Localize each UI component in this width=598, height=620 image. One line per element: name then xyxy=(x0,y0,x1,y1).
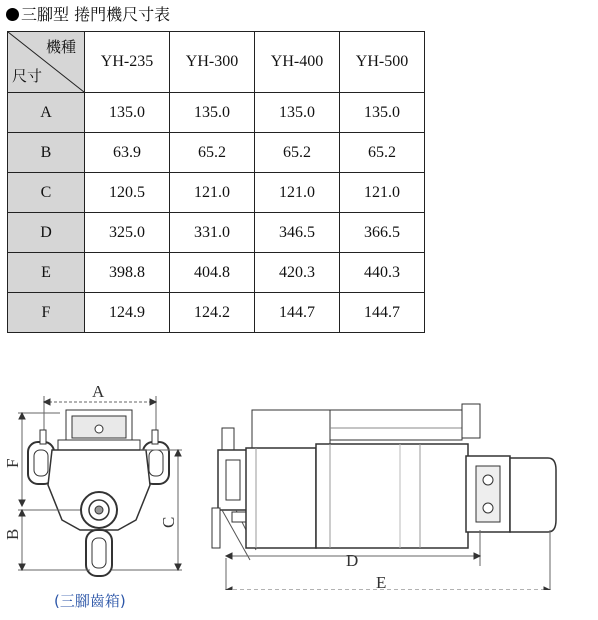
table-cell: 135.0 xyxy=(85,93,170,133)
table-cell: 404.8 xyxy=(170,253,255,293)
table-row xyxy=(8,253,425,293)
table-cell: 65.2 xyxy=(170,133,255,173)
table-cell: 420.3 xyxy=(255,253,340,293)
technical-drawing xyxy=(0,370,598,590)
page-title xyxy=(6,4,170,26)
table-cell: 135.0 xyxy=(255,93,340,133)
table-cell: 121.0 xyxy=(255,173,340,213)
dim-label-b: B xyxy=(3,528,22,540)
table-row xyxy=(8,93,425,133)
table-cell: 331.0 xyxy=(170,213,255,253)
table-header-row xyxy=(8,32,425,93)
title-text: 三腳型 捲門機尺寸表 xyxy=(21,5,171,24)
model-header: YH-300 xyxy=(170,32,255,93)
dim-label-c: C xyxy=(159,516,178,528)
table-row xyxy=(8,213,425,253)
table-cell: 121.0 xyxy=(170,173,255,213)
table-cell: 440.3 xyxy=(340,253,425,293)
table-cell: 65.2 xyxy=(340,133,425,173)
table-cell: 63.9 xyxy=(85,133,170,173)
table-cell: 346.5 xyxy=(255,213,340,253)
table-cell: 135.0 xyxy=(170,93,255,133)
model-header: YH-400 xyxy=(255,32,340,93)
dim-label-d: D xyxy=(346,551,359,570)
row-label: A xyxy=(8,93,85,133)
side-view xyxy=(212,404,556,590)
drawing-caption: (三腳齒箱) xyxy=(54,592,126,610)
table-cell: 124.2 xyxy=(170,293,255,333)
dim-label-a: A xyxy=(92,382,105,401)
table-cell: 366.5 xyxy=(340,213,425,253)
table-cell: 398.8 xyxy=(85,253,170,293)
row-label: C xyxy=(8,173,85,213)
model-header: YH-235 xyxy=(85,32,170,93)
table-row xyxy=(8,133,425,173)
table-cell: 65.2 xyxy=(255,133,340,173)
table-cell: 135.0 xyxy=(340,93,425,133)
row-label: F xyxy=(8,293,85,333)
corner-dimension-label: 尺寸 xyxy=(12,67,43,85)
model-header: YH-500 xyxy=(340,32,425,93)
table-cell: 121.0 xyxy=(340,173,425,213)
table-cell: 144.7 xyxy=(255,293,340,333)
dim-label-f: F xyxy=(3,458,22,468)
corner-model-label: 機種 xyxy=(45,38,76,56)
table-cell: 120.5 xyxy=(85,173,170,213)
table-cell: 124.9 xyxy=(85,293,170,333)
row-label: E xyxy=(8,253,85,293)
row-label: D xyxy=(8,213,85,253)
dim-label-e: E xyxy=(376,573,387,590)
dimension-table xyxy=(7,31,425,333)
table-row xyxy=(8,173,425,213)
row-label: B xyxy=(8,133,85,173)
table-row xyxy=(8,293,425,333)
table-corner-cell xyxy=(8,32,85,93)
bullet-icon xyxy=(6,8,19,21)
table-cell: 325.0 xyxy=(85,213,170,253)
table-cell: 144.7 xyxy=(340,293,425,333)
front-view xyxy=(3,382,182,576)
